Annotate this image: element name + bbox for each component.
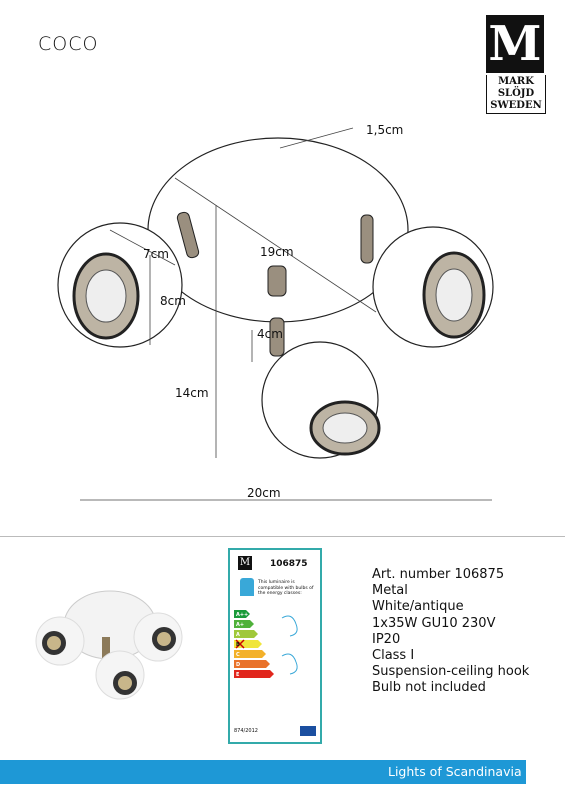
- lamp-icon: [240, 578, 254, 596]
- spec-list: [372, 567, 529, 697]
- spec-ip: IP20: [372, 631, 401, 647]
- energy-label-logo: M: [239, 557, 251, 568]
- energy-label-regulation: 874/2012: [234, 728, 258, 734]
- spec-bulb: 1x35W GU10 230V: [372, 615, 496, 631]
- energy-label-compat: This luminaire is compatible with bulbs of the energy classes:: [258, 580, 314, 596]
- logo-line-1: MARK: [498, 76, 534, 87]
- energy-class-a: A: [236, 632, 240, 638]
- energy-class-d: D: [236, 662, 241, 668]
- spec-mounting: Suspension-ceiling hook: [372, 664, 530, 680]
- logo-mark: M: [486, 15, 544, 73]
- product-name: COCO: [38, 33, 99, 55]
- energy-label: [228, 548, 322, 744]
- spec-bulb-note: Bulb not included: [372, 680, 486, 696]
- dim-arm-length: 4cm: [257, 327, 283, 341]
- energy-class-b: B: [236, 642, 240, 648]
- energy-class-c: C: [236, 652, 240, 658]
- product-photo: [30, 583, 190, 703]
- eu-flag-icon: [300, 726, 316, 736]
- dim-shade-height: 8cm: [160, 294, 186, 308]
- section-divider: [0, 536, 565, 537]
- arm-center: [268, 266, 286, 296]
- energy-class-ap: A+: [236, 622, 245, 628]
- energy-class-app: A++: [236, 612, 249, 618]
- spec-finish: White/antique: [372, 599, 464, 615]
- footer-tagline: Lights of Scandinavia: [388, 764, 522, 779]
- dim-total-height: 14cm: [175, 386, 209, 400]
- dim-rosette-thickness: 1,5cm: [366, 123, 404, 137]
- energy-class-e: E: [236, 672, 240, 678]
- energy-label-article: 106875: [270, 559, 308, 569]
- dim-total-width: 20cm: [247, 486, 281, 500]
- logo-line-3: SWEDEN: [490, 100, 542, 111]
- dim-shade-width: 7cm: [143, 247, 169, 261]
- spec-class: Class I: [372, 648, 415, 664]
- dim-rosette-diameter: 19cm: [260, 245, 294, 259]
- spec-material: Metal: [372, 583, 408, 599]
- logo-line-2: SLÖJD: [497, 88, 535, 99]
- spec-article: Art. number 106875: [372, 567, 505, 582]
- arm-right: [361, 215, 373, 263]
- energy-class-labels: [236, 610, 248, 680]
